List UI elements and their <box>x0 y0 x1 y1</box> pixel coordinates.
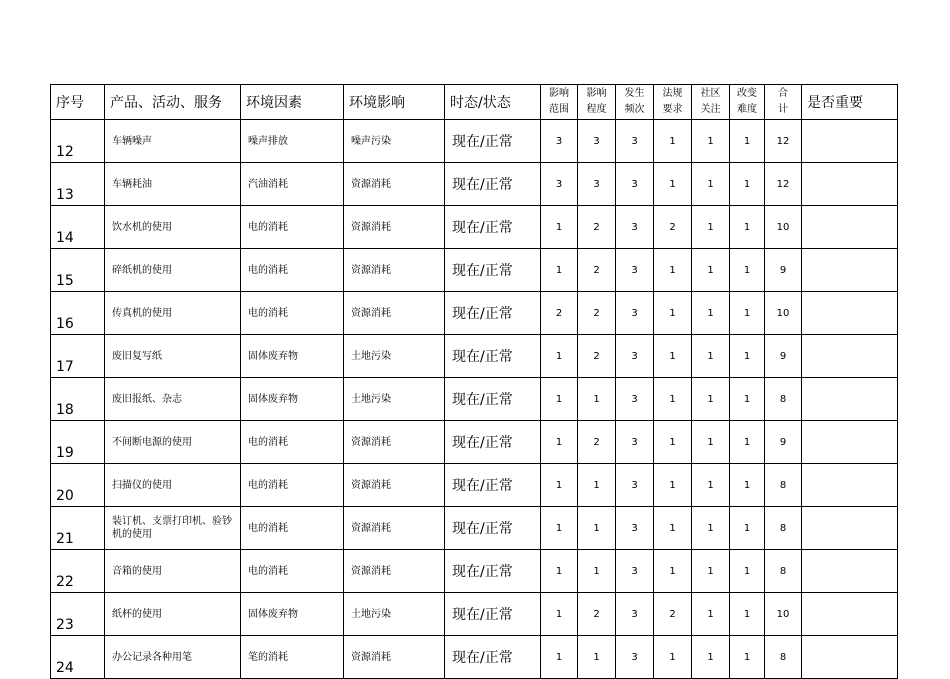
cell-state: 现在/正常 <box>445 636 541 679</box>
cell-scope: 1 <box>541 421 578 464</box>
cell-product: 碎纸机的使用 <box>105 249 241 292</box>
header-total-line-2: 计 <box>778 104 788 115</box>
cell-product: 传真机的使用 <box>105 292 241 335</box>
cell-important <box>802 593 898 636</box>
cell-product: 车辆噪声 <box>105 120 241 163</box>
header-freq-line-2: 频次 <box>624 104 645 115</box>
cell-impact: 资源消耗 <box>344 464 445 507</box>
cell-factor: 笔的消耗 <box>241 636 344 679</box>
cell-product: 纸杯的使用 <box>105 593 241 636</box>
cell-difficulty: 1 <box>730 249 765 292</box>
cell-law: 2 <box>654 206 692 249</box>
cell-degree: 1 <box>578 507 616 550</box>
cell-no: 13 <box>51 163 105 206</box>
table-row <box>51 120 898 163</box>
cell-product: 扫描仪的使用 <box>105 464 241 507</box>
cell-community: 1 <box>692 292 730 335</box>
cell-important <box>802 507 898 550</box>
cell-no: 15 <box>51 249 105 292</box>
header-important: 是否重要 <box>802 85 898 120</box>
cell-factor: 电的消耗 <box>241 550 344 593</box>
cell-important <box>802 163 898 206</box>
cell-no: 14 <box>51 206 105 249</box>
cell-community: 1 <box>692 507 730 550</box>
cell-total: 8 <box>765 378 802 421</box>
cell-product: 音箱的使用 <box>105 550 241 593</box>
cell-important <box>802 292 898 335</box>
header-scope-line-2: 范围 <box>549 104 569 115</box>
cell-difficulty: 1 <box>730 636 765 679</box>
cell-difficulty: 1 <box>730 163 765 206</box>
table-row <box>51 636 898 679</box>
cell-scope: 1 <box>541 636 578 679</box>
header-impact: 环境影响 <box>344 85 445 120</box>
cell-state: 现在/正常 <box>445 249 541 292</box>
cell-total: 8 <box>765 550 802 593</box>
cell-degree: 1 <box>578 636 616 679</box>
cell-impact: 土地污染 <box>344 593 445 636</box>
table-row <box>51 593 898 636</box>
table-row <box>51 206 898 249</box>
cell-community: 1 <box>692 163 730 206</box>
cell-scope: 1 <box>541 507 578 550</box>
header-product: 产品、活动、服务 <box>105 85 241 120</box>
cell-difficulty: 1 <box>730 464 765 507</box>
cell-freq: 3 <box>616 292 654 335</box>
cell-freq: 3 <box>616 163 654 206</box>
cell-difficulty: 1 <box>730 550 765 593</box>
cell-product: 车辆耗油 <box>105 163 241 206</box>
header-law <box>654 85 692 120</box>
cell-difficulty: 1 <box>730 421 765 464</box>
cell-important <box>802 249 898 292</box>
cell-difficulty: 1 <box>730 292 765 335</box>
header-community <box>692 85 730 120</box>
table-header-row <box>51 85 898 120</box>
cell-freq: 3 <box>616 249 654 292</box>
cell-impact: 土地污染 <box>344 335 445 378</box>
cell-no: 20 <box>51 464 105 507</box>
cell-law: 1 <box>654 292 692 335</box>
cell-total: 10 <box>765 206 802 249</box>
cell-community: 1 <box>692 464 730 507</box>
cell-total: 10 <box>765 593 802 636</box>
cell-law: 1 <box>654 636 692 679</box>
header-law-line-1: 法规 <box>662 88 683 99</box>
cell-impact: 噪声污染 <box>344 120 445 163</box>
cell-community: 1 <box>692 120 730 163</box>
cell-factor: 固体废弃物 <box>241 593 344 636</box>
cell-total: 8 <box>765 507 802 550</box>
cell-difficulty: 1 <box>730 507 765 550</box>
cell-community: 1 <box>692 335 730 378</box>
cell-scope: 1 <box>541 206 578 249</box>
cell-freq: 3 <box>616 378 654 421</box>
table-body <box>51 120 898 679</box>
cell-important <box>802 636 898 679</box>
header-difficulty <box>730 85 765 120</box>
cell-degree: 2 <box>578 421 616 464</box>
cell-total: 8 <box>765 636 802 679</box>
cell-no: 19 <box>51 421 105 464</box>
cell-no: 16 <box>51 292 105 335</box>
table-row <box>51 507 898 550</box>
cell-law: 1 <box>654 550 692 593</box>
cell-product: 办公记录各种用笔 <box>105 636 241 679</box>
cell-community: 1 <box>692 550 730 593</box>
cell-law: 2 <box>654 593 692 636</box>
cell-total: 9 <box>765 421 802 464</box>
cell-law: 1 <box>654 421 692 464</box>
cell-important <box>802 335 898 378</box>
header-degree-line-2: 程度 <box>586 104 607 115</box>
cell-impact: 资源消耗 <box>344 292 445 335</box>
cell-difficulty: 1 <box>730 120 765 163</box>
header-total <box>765 85 802 120</box>
cell-state: 现在/正常 <box>445 292 541 335</box>
cell-community: 1 <box>692 378 730 421</box>
cell-impact: 资源消耗 <box>344 507 445 550</box>
cell-degree: 1 <box>578 464 616 507</box>
header-scope <box>541 85 578 120</box>
cell-product: 装订机、支票打印机、验钞机的使用 <box>105 507 241 550</box>
table-row <box>51 335 898 378</box>
cell-community: 1 <box>692 206 730 249</box>
cell-factor: 电的消耗 <box>241 292 344 335</box>
table-row <box>51 292 898 335</box>
cell-law: 1 <box>654 249 692 292</box>
cell-community: 1 <box>692 636 730 679</box>
cell-important <box>802 206 898 249</box>
cell-community: 1 <box>692 249 730 292</box>
cell-state: 现在/正常 <box>445 550 541 593</box>
cell-total: 9 <box>765 249 802 292</box>
cell-law: 1 <box>654 163 692 206</box>
cell-important <box>802 550 898 593</box>
table-row <box>51 378 898 421</box>
cell-factor: 汽油消耗 <box>241 163 344 206</box>
cell-state: 现在/正常 <box>445 163 541 206</box>
cell-impact: 资源消耗 <box>344 163 445 206</box>
cell-scope: 1 <box>541 335 578 378</box>
cell-degree: 3 <box>578 163 616 206</box>
cell-scope: 2 <box>541 292 578 335</box>
header-state: 时态/状态 <box>445 85 541 120</box>
table-row <box>51 249 898 292</box>
cell-scope: 1 <box>541 593 578 636</box>
cell-scope: 3 <box>541 163 578 206</box>
cell-scope: 1 <box>541 464 578 507</box>
cell-no: 23 <box>51 593 105 636</box>
cell-freq: 3 <box>616 120 654 163</box>
cell-state: 现在/正常 <box>445 593 541 636</box>
cell-important <box>802 421 898 464</box>
cell-freq: 3 <box>616 464 654 507</box>
cell-scope: 1 <box>541 550 578 593</box>
cell-state: 现在/正常 <box>445 464 541 507</box>
cell-law: 1 <box>654 507 692 550</box>
cell-freq: 3 <box>616 421 654 464</box>
cell-freq: 3 <box>616 636 654 679</box>
cell-factor: 电的消耗 <box>241 206 344 249</box>
cell-product: 饮水机的使用 <box>105 206 241 249</box>
cell-total: 12 <box>765 163 802 206</box>
cell-scope: 1 <box>541 378 578 421</box>
header-difficulty-line-1: 改变 <box>737 88 757 99</box>
cell-law: 1 <box>654 378 692 421</box>
cell-no: 21 <box>51 507 105 550</box>
cell-difficulty: 1 <box>730 378 765 421</box>
header-total-line-1: 合 <box>778 88 788 99</box>
header-community-line-1: 社区 <box>700 88 721 99</box>
cell-difficulty: 1 <box>730 206 765 249</box>
cell-factor: 固体废弃物 <box>241 378 344 421</box>
cell-freq: 3 <box>616 507 654 550</box>
cell-total: 12 <box>765 120 802 163</box>
cell-freq: 3 <box>616 335 654 378</box>
cell-degree: 3 <box>578 120 616 163</box>
cell-impact: 资源消耗 <box>344 550 445 593</box>
header-freq-line-1: 发生 <box>624 88 645 99</box>
environmental-factor-table <box>50 84 898 679</box>
cell-no: 12 <box>51 120 105 163</box>
header-freq <box>616 85 654 120</box>
cell-impact: 资源消耗 <box>344 249 445 292</box>
cell-law: 1 <box>654 335 692 378</box>
table-row <box>51 163 898 206</box>
header-law-line-2: 要求 <box>662 104 683 115</box>
cell-degree: 2 <box>578 206 616 249</box>
cell-total: 8 <box>765 464 802 507</box>
cell-freq: 3 <box>616 593 654 636</box>
cell-state: 现在/正常 <box>445 378 541 421</box>
header-degree <box>578 85 616 120</box>
cell-factor: 噪声排放 <box>241 120 344 163</box>
cell-no: 22 <box>51 550 105 593</box>
cell-state: 现在/正常 <box>445 507 541 550</box>
cell-no: 24 <box>51 636 105 679</box>
cell-impact: 资源消耗 <box>344 636 445 679</box>
cell-degree: 1 <box>578 550 616 593</box>
header-scope-line-1: 影响 <box>549 88 569 99</box>
table-row <box>51 550 898 593</box>
cell-degree: 2 <box>578 593 616 636</box>
cell-factor: 电的消耗 <box>241 249 344 292</box>
cell-freq: 3 <box>616 206 654 249</box>
cell-important <box>802 378 898 421</box>
cell-product: 不间断电源的使用 <box>105 421 241 464</box>
cell-law: 1 <box>654 120 692 163</box>
header-no: 序号 <box>51 85 105 120</box>
cell-law: 1 <box>654 464 692 507</box>
cell-important <box>802 464 898 507</box>
cell-factor: 固体废弃物 <box>241 335 344 378</box>
cell-impact: 资源消耗 <box>344 421 445 464</box>
header-community-line-2: 关注 <box>700 104 721 115</box>
cell-degree: 2 <box>578 292 616 335</box>
header-degree-line-1: 影响 <box>586 88 607 99</box>
cell-scope: 1 <box>541 249 578 292</box>
cell-impact: 土地污染 <box>344 378 445 421</box>
cell-no: 18 <box>51 378 105 421</box>
cell-factor: 电的消耗 <box>241 507 344 550</box>
cell-factor: 电的消耗 <box>241 464 344 507</box>
cell-factor: 电的消耗 <box>241 421 344 464</box>
cell-important <box>802 120 898 163</box>
cell-difficulty: 1 <box>730 593 765 636</box>
cell-no: 17 <box>51 335 105 378</box>
header-difficulty-line-2: 难度 <box>737 104 757 115</box>
cell-scope: 3 <box>541 120 578 163</box>
cell-state: 现在/正常 <box>445 120 541 163</box>
cell-product: 废旧复写纸 <box>105 335 241 378</box>
table-row <box>51 421 898 464</box>
cell-total: 10 <box>765 292 802 335</box>
cell-product: 废旧报纸、杂志 <box>105 378 241 421</box>
cell-degree: 2 <box>578 249 616 292</box>
cell-state: 现在/正常 <box>445 335 541 378</box>
cell-state: 现在/正常 <box>445 421 541 464</box>
header-factor: 环境因素 <box>241 85 344 120</box>
cell-degree: 1 <box>578 378 616 421</box>
cell-state: 现在/正常 <box>445 206 541 249</box>
cell-degree: 2 <box>578 335 616 378</box>
cell-community: 1 <box>692 421 730 464</box>
cell-impact: 资源消耗 <box>344 206 445 249</box>
cell-difficulty: 1 <box>730 335 765 378</box>
cell-freq: 3 <box>616 550 654 593</box>
cell-community: 1 <box>692 593 730 636</box>
cell-total: 9 <box>765 335 802 378</box>
table-row <box>51 464 898 507</box>
